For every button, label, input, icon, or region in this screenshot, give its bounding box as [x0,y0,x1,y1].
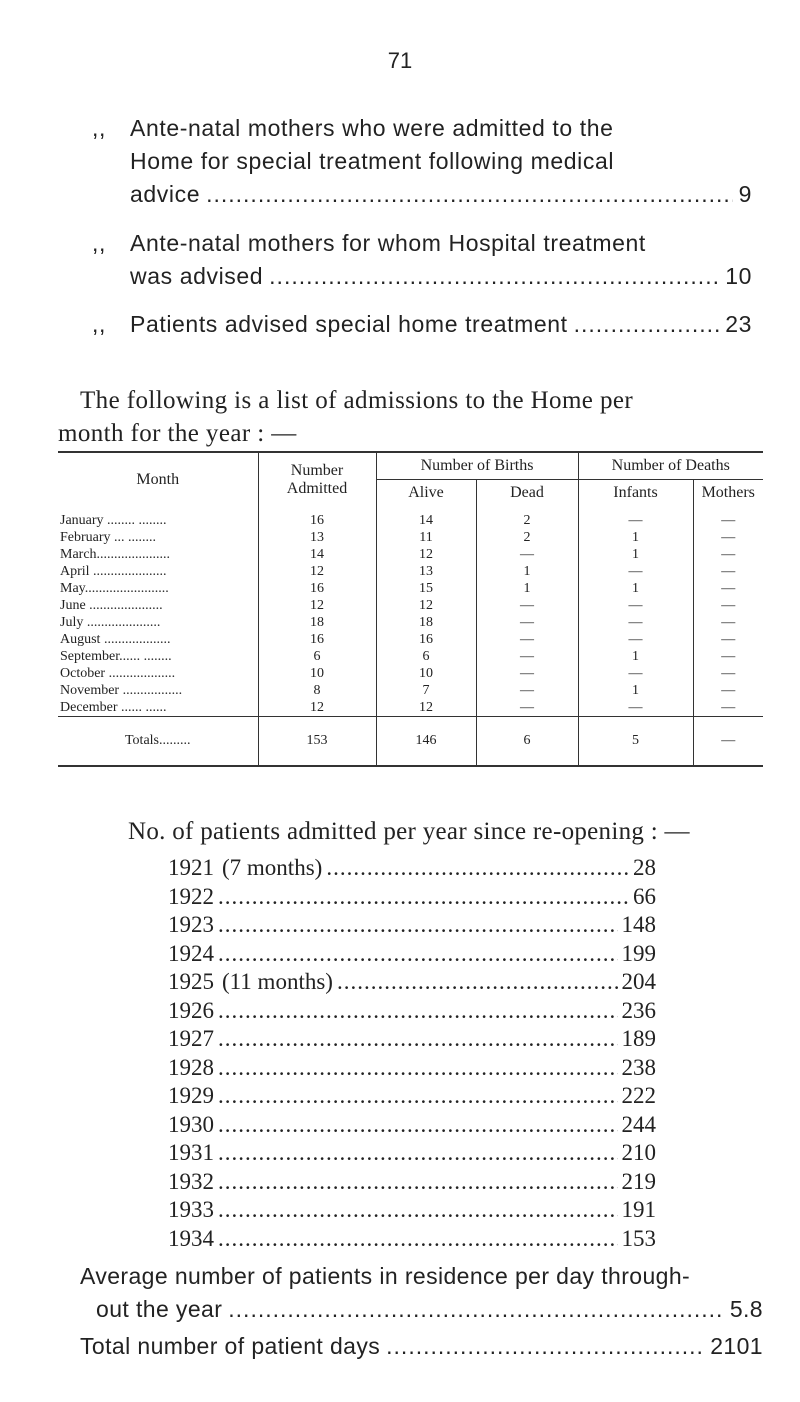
table-row [58,529,763,546]
yearly-row [168,1225,656,1254]
yearly-heading: No. of patients admitted per year since re-opening : — [128,818,690,845]
year-label: 1929 [168,1083,214,1108]
totals-alive: 146 [376,717,476,767]
yearly-row [168,940,656,969]
header-number-admitted: Number Admitted [258,452,376,506]
dead-cell: 1 [476,580,578,597]
year-label: 1921 [168,855,214,880]
yearly-row [168,1139,656,1168]
admitted-cell: 16 [258,631,376,648]
dead-cell: 1 [476,563,578,580]
ditto-mark: ,, [92,311,106,337]
header-births-group: Number of Births [376,452,578,480]
header-infants: Infants [578,480,693,507]
dead-cell: 2 [476,529,578,546]
yearly-row [168,968,656,997]
intro-paragraph [58,384,763,450]
admitted-cell: 14 [258,546,376,563]
header-alive: Alive [376,480,476,507]
header-mothers: Mothers [693,480,763,507]
ditto-mark: ,, [92,230,106,256]
month-cell: October ................... [60,665,176,681]
table-row [58,546,763,563]
mothers-cell: — [693,529,763,546]
month-cell: July ..................... [60,614,161,630]
item-text-line: Home for special treatment following medical [130,148,615,174]
list-item-hospital-advised [92,227,752,293]
dead-cell: — [476,682,578,699]
year-value: 191 [621,1197,656,1222]
infants-cell: — [578,665,693,682]
yearly-row [168,883,656,912]
totals-label: Totals......... [58,717,258,767]
header-deaths-group: Number of Deaths [578,452,763,480]
infants-cell: — [578,563,693,580]
year-label: 1932 [168,1168,214,1194]
dot-leader [218,1025,618,1054]
dead-cell: — [476,648,578,665]
totals-mothers: — [693,717,763,767]
month-cell: June ..................... [60,597,163,613]
month-cell: November ................. [60,682,183,698]
year-label: 1925 [168,969,214,994]
year-label: 1923 [168,912,214,937]
intro-line: month for the year : — [58,420,297,447]
infants-cell: — [578,506,693,529]
admitted-cell: 6 [258,648,376,665]
dead-cell: 2 [476,506,578,529]
average-residence [58,1260,763,1326]
year-value: 238 [621,1054,656,1080]
infants-cell: 1 [578,529,693,546]
header-month: Month [58,452,258,506]
dead-cell: — [476,665,578,682]
mothers-cell: — [693,699,763,717]
year-label: 1924 [168,940,214,966]
yearly-row [168,997,656,1026]
alive-cell: 10 [376,665,476,682]
year-note: (7 months) [222,855,323,880]
year-value: 199 [621,940,656,966]
year-value: 204 [621,969,656,994]
infants-cell: 1 [578,648,693,665]
mothers-cell: — [693,631,763,648]
totals-infants: 5 [578,717,693,767]
admitted-cell: 8 [258,682,376,699]
yearly-row [168,1196,656,1225]
yearly-row [168,1168,656,1197]
totals-dead: 6 [476,717,578,767]
total-label: Total number of patient days [80,1333,381,1359]
year-value: 189 [621,1026,656,1051]
average-value: 5.8 [729,1296,763,1322]
yearly-row [168,1054,656,1083]
mothers-cell: — [693,546,763,563]
year-value: 210 [621,1140,656,1165]
item-text-line: Patients advised special home treatment [130,311,568,337]
item-text-line: Ante-natal mothers for whom Hospital treatment [130,230,646,256]
table-row [58,631,763,648]
dot-leader [218,911,618,940]
year-value: 148 [621,912,656,937]
admitted-cell: 16 [258,580,376,597]
yearly-row [168,1111,656,1140]
infants-cell: — [578,614,693,631]
page-number: 71 [387,48,413,73]
year-value: 236 [621,997,656,1023]
dot-leader [218,883,629,912]
year-label: 1934 [168,1225,214,1251]
admitted-cell: 16 [258,506,376,529]
month-cell: February ... ........ [60,529,157,545]
item-text-line: was advised [130,263,264,289]
admitted-cell: 12 [258,597,376,614]
month-cell: August ................... [60,631,171,647]
month-cell: March..................... [60,546,171,562]
list-item-home-treatment [92,308,752,341]
year-label: 1931 [168,1140,214,1165]
dot-leader [218,1225,618,1254]
infants-cell: — [578,631,693,648]
item-value: 23 [725,311,752,337]
month-cell: May........................ [60,580,169,596]
alive-cell: 12 [376,699,476,717]
table-row [58,648,763,665]
ditto-mark: ,, [92,115,106,141]
yearly-row [168,854,656,883]
dead-cell: — [476,546,578,563]
item-value: 9 [738,181,752,207]
year-value: 153 [621,1225,656,1251]
mothers-cell: — [693,614,763,631]
alive-cell: 14 [376,506,476,529]
item-text-line: advice [130,181,201,207]
infants-cell: — [578,699,693,717]
infants-cell: 1 [578,546,693,563]
year-value: 28 [633,855,656,880]
dot-leader [218,940,618,969]
mothers-cell: — [693,506,763,529]
month-cell: December ...... ...... [60,699,167,715]
total-patient-days [58,1330,763,1363]
year-label: 1930 [168,1111,214,1137]
year-value: 219 [621,1168,656,1194]
mothers-cell: — [693,648,763,665]
year-label: 1922 [168,883,214,909]
yearly-row [168,1025,656,1054]
admitted-cell: 12 [258,699,376,717]
admitted-cell: 12 [258,563,376,580]
dot-leader [386,1330,704,1363]
alive-cell: 16 [376,631,476,648]
list-item-antenatal-admitted [92,112,752,211]
table-row [58,563,763,580]
dot-leader [218,1082,618,1111]
average-line: Average number of patients in residence per day through- [80,1263,691,1289]
intro-line: The following is a list of admissions to the Home per [80,387,634,414]
month-cell: April ..................... [60,563,167,579]
dot-leader [228,1293,724,1326]
table-row [58,665,763,682]
admitted-cell: 10 [258,665,376,682]
item-value: 10 [725,263,752,289]
dot-leader [206,178,733,211]
year-label: 1933 [168,1197,214,1222]
infants-cell: 1 [578,682,693,699]
alive-cell: 12 [376,597,476,614]
table-row [58,699,763,717]
dead-cell: — [476,631,578,648]
alive-cell: 12 [376,546,476,563]
table-row [58,597,763,614]
yearly-row [168,1082,656,1111]
table-row [58,580,763,597]
year-value: 66 [633,883,656,909]
dot-leader [218,1111,618,1140]
dead-cell: — [476,614,578,631]
admitted-cell: 13 [258,529,376,546]
infants-cell: — [578,597,693,614]
mothers-cell: — [693,597,763,614]
average-line: out the year [96,1296,223,1322]
dot-leader [218,1139,618,1168]
month-cell: January ........ ........ [60,512,167,528]
alive-cell: 13 [376,563,476,580]
mothers-cell: — [693,563,763,580]
header-dead: Dead [476,480,578,507]
table-row [58,614,763,631]
alive-cell: 7 [376,682,476,699]
table-row [58,682,763,699]
dead-cell: — [476,699,578,717]
dot-leader [574,308,720,341]
dot-leader [269,260,719,293]
dot-leader [218,997,618,1026]
year-label: 1928 [168,1054,214,1080]
yearly-list [168,854,656,1253]
infants-cell: 1 [578,580,693,597]
year-label: 1926 [168,997,214,1023]
total-value: 2101 [710,1333,763,1359]
mothers-cell: — [693,682,763,699]
year-label: 1927 [168,1026,214,1051]
admitted-cell: 18 [258,614,376,631]
dot-leader [218,1196,618,1225]
alive-cell: 18 [376,614,476,631]
admissions-table [58,451,763,767]
dot-leader [337,968,618,997]
totals-admitted: 153 [258,717,376,767]
year-note: (11 months) [222,969,333,994]
dead-cell: — [476,597,578,614]
month-cell: September...... ........ [60,648,172,664]
alive-cell: 15 [376,580,476,597]
mothers-cell: — [693,665,763,682]
dot-leader [218,1054,618,1083]
dot-leader [326,854,629,883]
table-row [58,506,763,529]
mothers-cell: — [693,580,763,597]
item-text-line: Ante-natal mothers who were admitted to the [130,115,614,141]
year-value: 222 [621,1083,656,1108]
alive-cell: 11 [376,529,476,546]
alive-cell: 6 [376,648,476,665]
year-value: 244 [621,1111,656,1137]
yearly-row [168,911,656,940]
dot-leader [218,1168,618,1197]
